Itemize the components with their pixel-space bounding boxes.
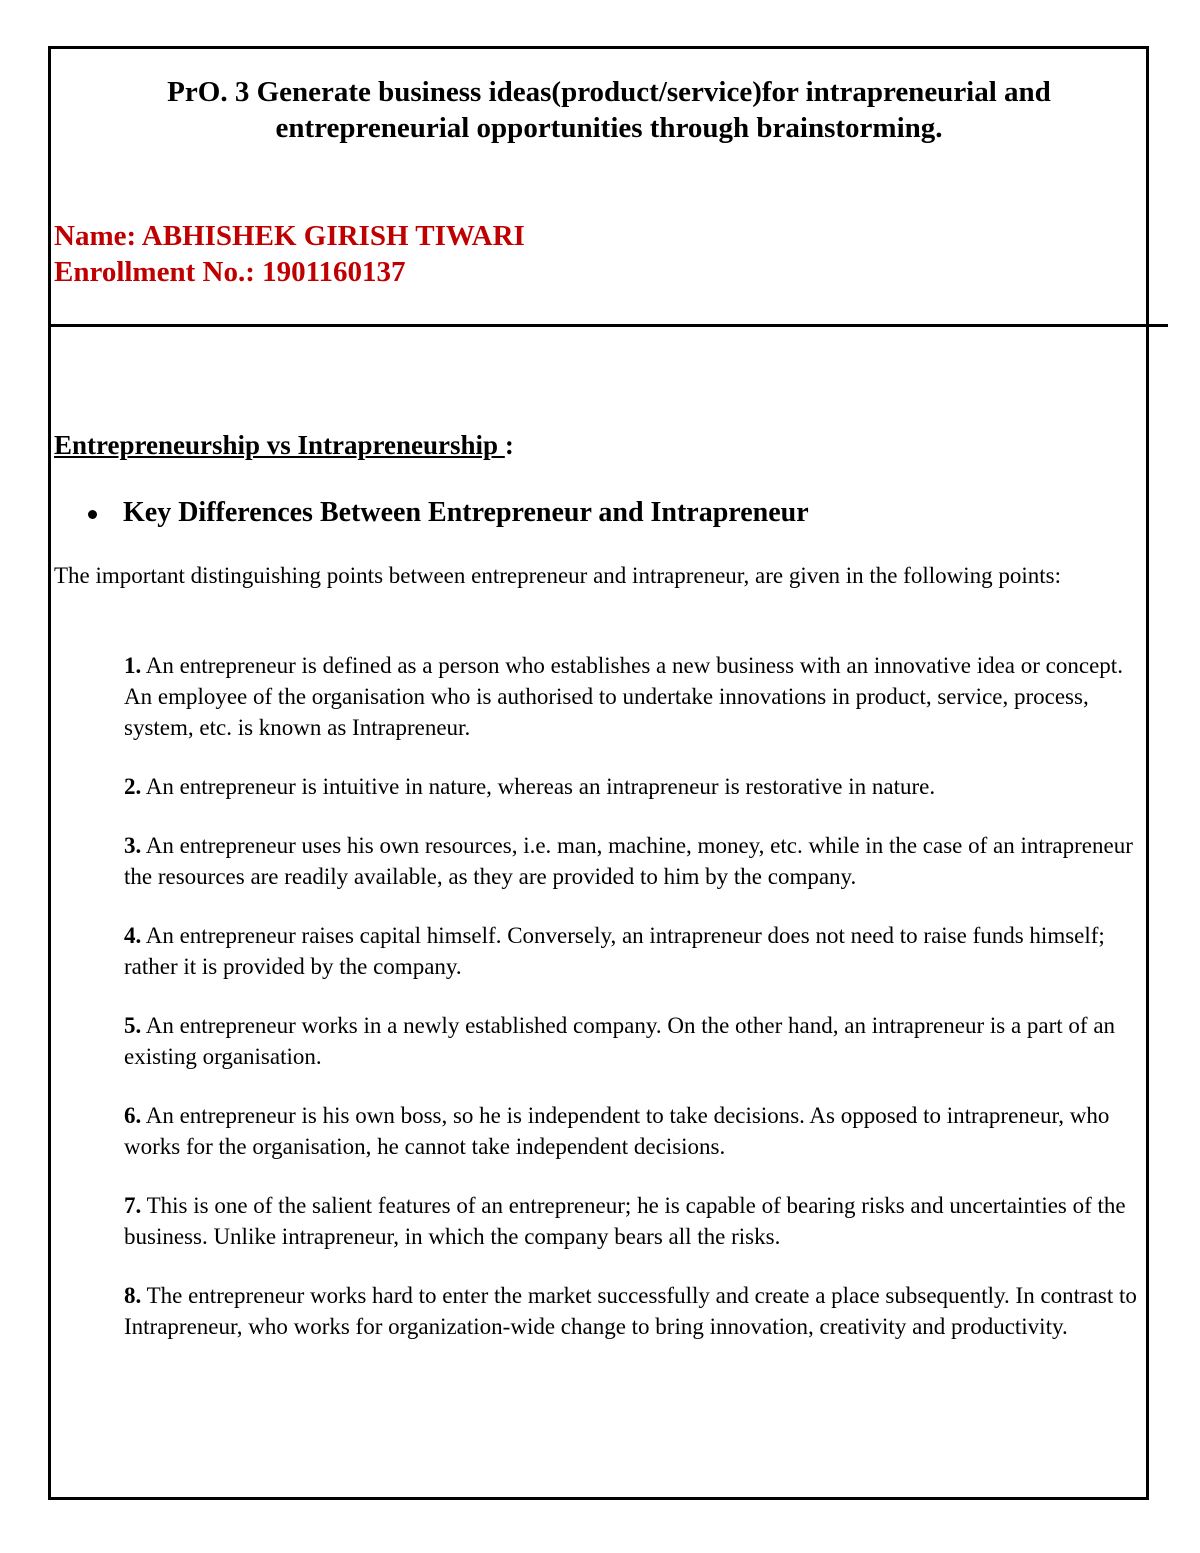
point-text: This is one of the salient features of an entrepreneur; he is capable of bearing risks and uncertainties of the business. Unlike intrapreneur, in which the company bears all the risks. — [124, 1193, 1126, 1249]
section-heading-text: Entrepreneurship vs Intrapreneurship — [54, 430, 505, 460]
name-label: Name: — [54, 220, 137, 252]
point-text: An entrepreneur uses his own resources, i.e. man, machine, money, etc. while in the case of an intrapreneur the resources are readily available, as they are provided to him by the company. — [124, 833, 1133, 889]
point-number: 2. — [124, 774, 142, 799]
list-item — [124, 830, 1148, 892]
list-item — [124, 771, 1148, 802]
enrollment-value: 1901160137 — [262, 256, 406, 288]
list-item — [124, 1280, 1148, 1342]
point-text: The entrepreneur works hard to enter the market successfully and create a place subsequently. In contrast to Intrapreneur, who works for organization-wide change to bring innovation, creativity and productivity. — [124, 1283, 1137, 1339]
point-number: 5. — [124, 1013, 142, 1038]
list-item — [124, 1100, 1148, 1162]
intro-paragraph: The important distinguishing points between entrepreneur and intrapreneur, are given in the following points: — [54, 563, 1061, 588]
point-text: An entrepreneur is defined as a person who establishes a new business with an innovative idea or concept. An employee of the organisation who is authorised to undertake innovations in product, service, process, system, etc. is known as Intrapreneur. — [124, 653, 1123, 740]
point-number: 3. — [124, 833, 142, 858]
list-item — [124, 650, 1148, 743]
list-item — [124, 920, 1148, 982]
bullet-dot-icon — [88, 510, 97, 519]
name-value: ABHISHEK GIRISH TIWARI — [141, 220, 525, 252]
name-row — [54, 218, 525, 254]
title-line-1: PrO. 3 Generate business ideas(product/service)for intrapreneurial and — [167, 76, 1051, 108]
list-item — [124, 1190, 1148, 1252]
point-text: An entrepreneur is his own boss, so he is independent to take decisions. As opposed to intrapreneur, who works for the organisation, he cannot take independent decisions. — [124, 1103, 1110, 1159]
header-divider — [48, 324, 1168, 327]
point-number: 8. — [124, 1283, 142, 1308]
point-text: An entrepreneur works in a newly established company. On the other hand, an intrapreneur is a part of an existing organisation. — [124, 1013, 1116, 1069]
point-text: An entrepreneur raises capital himself. Conversely, an intrapreneur does not need to raise funds himself; rather it is provided by the company. — [124, 923, 1105, 979]
section-heading — [54, 428, 514, 462]
enrollment-row — [54, 254, 525, 290]
enrollment-label: Enrollment No.: — [54, 256, 255, 288]
page-title — [60, 74, 1158, 146]
list-item — [124, 1010, 1148, 1072]
section-heading-colon: : — [504, 430, 514, 460]
point-number: 6. — [124, 1103, 142, 1128]
bullet-heading: Key Differences Between Entrepreneur and Intrapreneur — [123, 497, 809, 528]
title-line-2: entrepreneurial opportunities through brainstorming. — [275, 112, 943, 144]
bullet-heading-row — [88, 496, 809, 530]
point-number: 1. — [124, 653, 142, 678]
point-number: 4. — [124, 923, 142, 948]
point-text: An entrepreneur is intuitive in nature, whereas an intrapreneur is restorative in nature. — [141, 774, 936, 799]
student-identity — [54, 218, 525, 290]
point-number: 7. — [124, 1193, 142, 1218]
differences-list — [124, 650, 1148, 1370]
